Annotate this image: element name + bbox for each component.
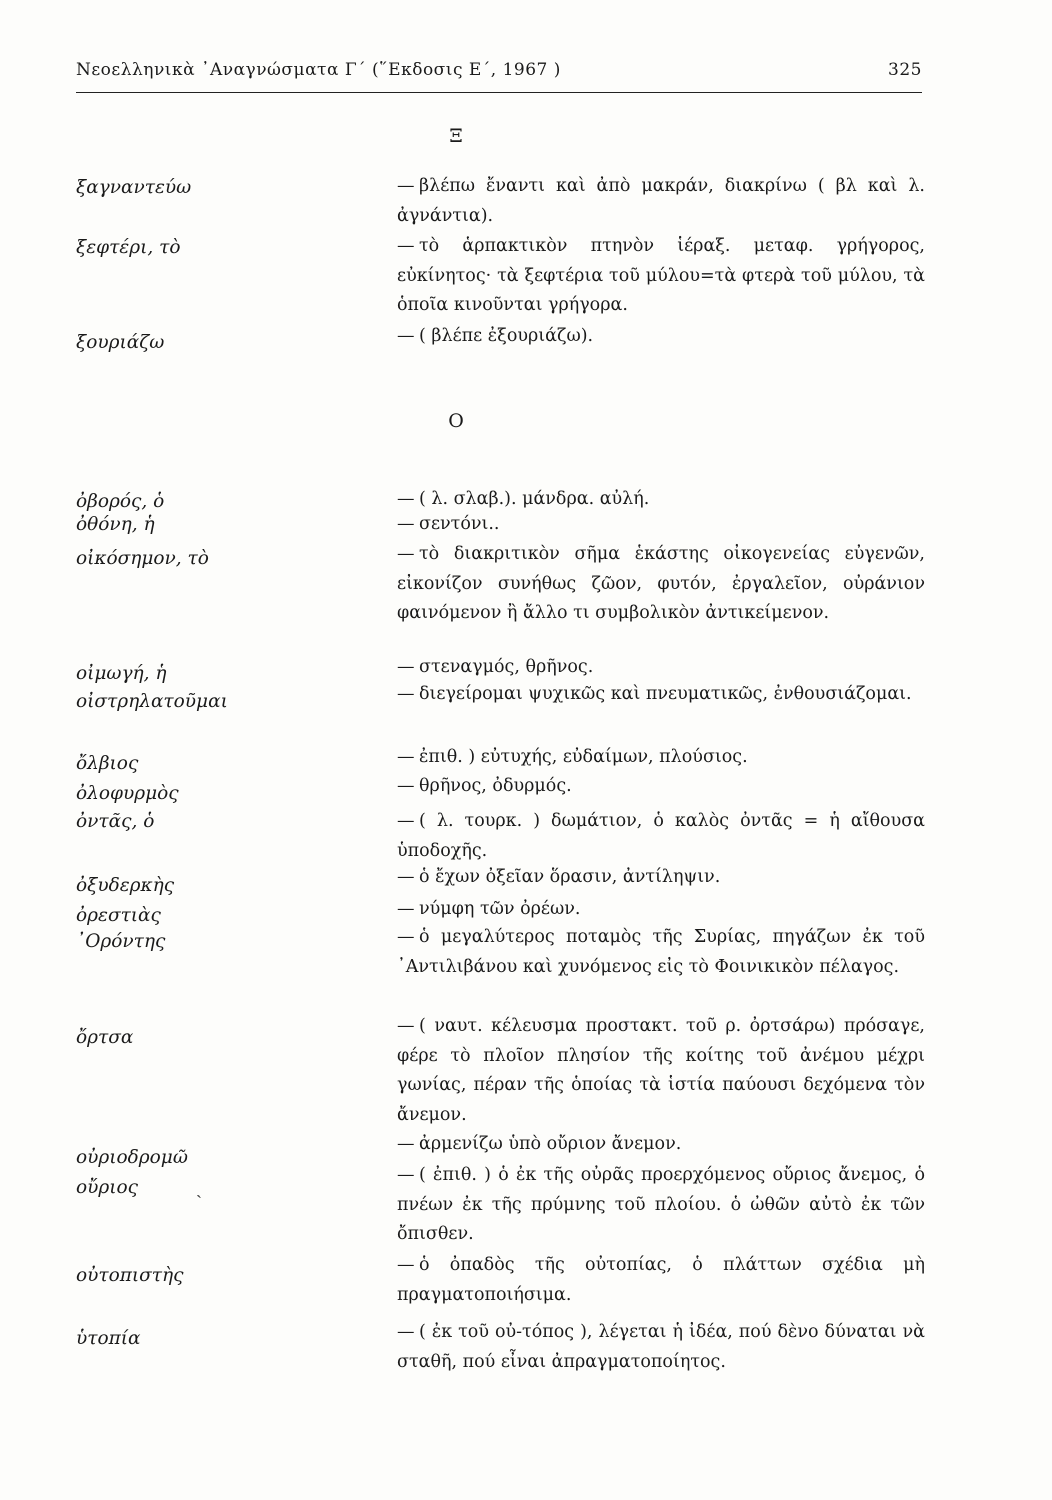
entry-lemma: ὄλβιος — [76, 753, 139, 774]
entry-definition: — ὁ ἔχων ὀξεῖαν ὅρασιν, ἀντίληψιν. — [397, 863, 925, 893]
entry-dash: — — [397, 1134, 415, 1154]
entry-definition: — ὁ μεγαλύτερος ποταμὸς τῆς Συρίας, πηγάζων ἐκ τοῦ ᾽Αντιλιβάνου καὶ χυνόμενος εἰς τὸ Φοινικικὸν πέλαγος. — [397, 923, 925, 982]
entry-definition: — τὸ διακριτικὸν σῆμα ἑκάστης οἰκογενείας εὐγενῶν, εἰκονίζον συνήθως ζῶον, φυτόν, ἐργαλεῖον, οὐράνιον φαινόμενον ἢ ἄλλο τι συμβολικὸν ἀντικείμενον. — [397, 540, 925, 629]
entry-lemma: ὀθόνη, ἡ — [76, 514, 155, 535]
entry-lemma: ξαγναντεύω — [76, 177, 192, 198]
entry-lemma: ὄρτσα — [76, 1027, 134, 1048]
entry-lemma: ᾽Ορόντης — [76, 931, 166, 952]
entry-lemma: ὀντᾶς, ὁ — [76, 811, 155, 832]
entry-definition: — ( βλέπε ἐξουριάζω). — [397, 322, 925, 352]
book-title: Νεοελληνικὰ ᾽Αναγνώσματα Γ΄ (῞Εκδοσις Ε΄, 1967 ) — [76, 60, 561, 80]
entry-definition: — ἐπιθ. ) εὐτυχής, εὐδαίμων, πλούσιος. — [397, 743, 925, 773]
entry-lemma: ξουριάζω — [76, 332, 165, 353]
entry-definition: — σεντόνι.. — [397, 510, 925, 540]
entry-definition: — στεναγμός, θρῆνος. — [397, 653, 925, 683]
entry-definition: — ( ἐπιθ. ) ὁ ἐκ τῆς οὐρᾶς προερχόμενος οὔριος ἄνεμος, ὁ πνέων ἐκ τῆς πρύμνης τοῦ πλοίου. ὁ ὠθῶν αὐτὸ ἐκ τῶν ὄπισθεν. — [397, 1161, 925, 1250]
running-head — [76, 60, 922, 88]
entry-definition: — ( λ. σλαβ.). μάνδρα. αὐλή. — [397, 485, 925, 515]
entry-lemma: οὐτοπιστὴς — [76, 1265, 184, 1286]
section-letter-omicron: Ο — [448, 410, 464, 432]
entry-lemma: οὔριος — [76, 1177, 139, 1198]
entry-definition: — νύμφη τῶν ὀρέων. — [397, 895, 925, 925]
entry-lemma: ὑτοπία — [76, 1328, 141, 1349]
entry-definition: — ἀρμενίζω ὑπὸ οὔριον ἄνεμον. — [397, 1130, 925, 1160]
entry-dash: — — [397, 776, 415, 796]
entry-dash: — — [397, 747, 415, 767]
entry-dash: — — [397, 544, 415, 564]
entry-definition: — ὁ ὀπαδὸς τῆς οὐτοπίας, ὁ πλάττων σχέδια μὴ πραγματοποιήσιμα. — [397, 1251, 925, 1310]
entry-dash: — — [397, 236, 415, 256]
entry-lemma: ξεφτέρι, τὸ — [76, 237, 181, 258]
entry-lemma: οἰκόσημον, τὸ — [76, 548, 209, 569]
entry-lemma: ὀλοφυρμὸς — [76, 783, 179, 804]
entry-lemma: οὐριοδρομῶ — [76, 1147, 188, 1168]
section-letter-xi: Ξ — [449, 125, 463, 147]
entry-definition: — ( ἐκ τοῦ οὐ-τόπος ), λέγεται ἡ ἰδέα, πού δὲνο δύναται νὰ σταθῆ, πού εἶναι ἀπραγματοποίητος. — [397, 1318, 925, 1377]
entry-dash: — — [397, 1322, 415, 1342]
entry-definition: — τὸ ἁρπακτικὸν πτηνὸν ἱέραξ. μεταφ. γρήγορος, εὐκίνητος· τὰ ξεφτέρια τοῦ μύλου=τὰ φτερὰ τοῦ μύλου, τὰ ὁποῖα κινοῦνται γρήγορα. — [397, 232, 925, 321]
entry-lemma: ὀβορός, ὁ — [76, 491, 165, 512]
entry-dash: — — [397, 176, 415, 196]
entry-lemma: οἰμωγή, ἡ — [76, 663, 167, 684]
header-rule — [76, 92, 922, 93]
entry-definition: — ( ναυτ. κέλευσμα προστακτ. τοῦ ρ. ὀρτσάρω) πρόσαγε, φέρε τὸ πλοῖον πλησίον τῆς κοίτης τοῦ ἀνέμου μέχρι γωνίας, πέραν τῆς ὁποίας τὰ ἱστία παύουσι δεχόμενα τὸν ἄνεμον. — [397, 1012, 925, 1130]
entry-definition: — ( λ. τουρκ. ) δωμάτιον, ὁ καλὸς ὀντᾶς = ἡ αἴθουσα ὑποδοχῆς. — [397, 807, 925, 866]
entry-dash: — — [397, 514, 415, 534]
entry-definition: — θρῆνος, ὀδυρμός. — [397, 772, 925, 802]
entry-definition: — βλέπω ἔναντι καὶ ἀπὸ μακράν, διακρίνω ( βλ καὶ λ. ἀγνάντια). — [397, 172, 925, 231]
entry-dash: — — [397, 867, 415, 887]
entry-dash: — — [397, 811, 415, 831]
entry-lemma: ὀξυδερκὴς — [76, 875, 175, 896]
entry-definition: — διεγείρομαι ψυχικῶς καὶ πνευματικῶς, ἐνθουσιάζομαι. — [397, 680, 925, 710]
entry-dash: — — [397, 489, 415, 509]
entry-dash: — — [397, 1016, 415, 1036]
entry-dash: — — [397, 326, 415, 346]
entry-lemma: οἰστρηλατοῦμαι — [76, 691, 228, 712]
entry-dash: — — [397, 899, 415, 919]
entry-lemma: ὀρεστιὰς — [76, 905, 161, 926]
print-speck: ˎ — [196, 1178, 202, 1199]
entry-dash: — — [397, 1255, 415, 1275]
entry-dash: — — [397, 657, 415, 677]
entry-dash: — — [397, 1165, 415, 1185]
page-number: 325 — [888, 60, 922, 80]
entry-dash: — — [397, 684, 415, 704]
entry-dash: — — [397, 927, 415, 947]
